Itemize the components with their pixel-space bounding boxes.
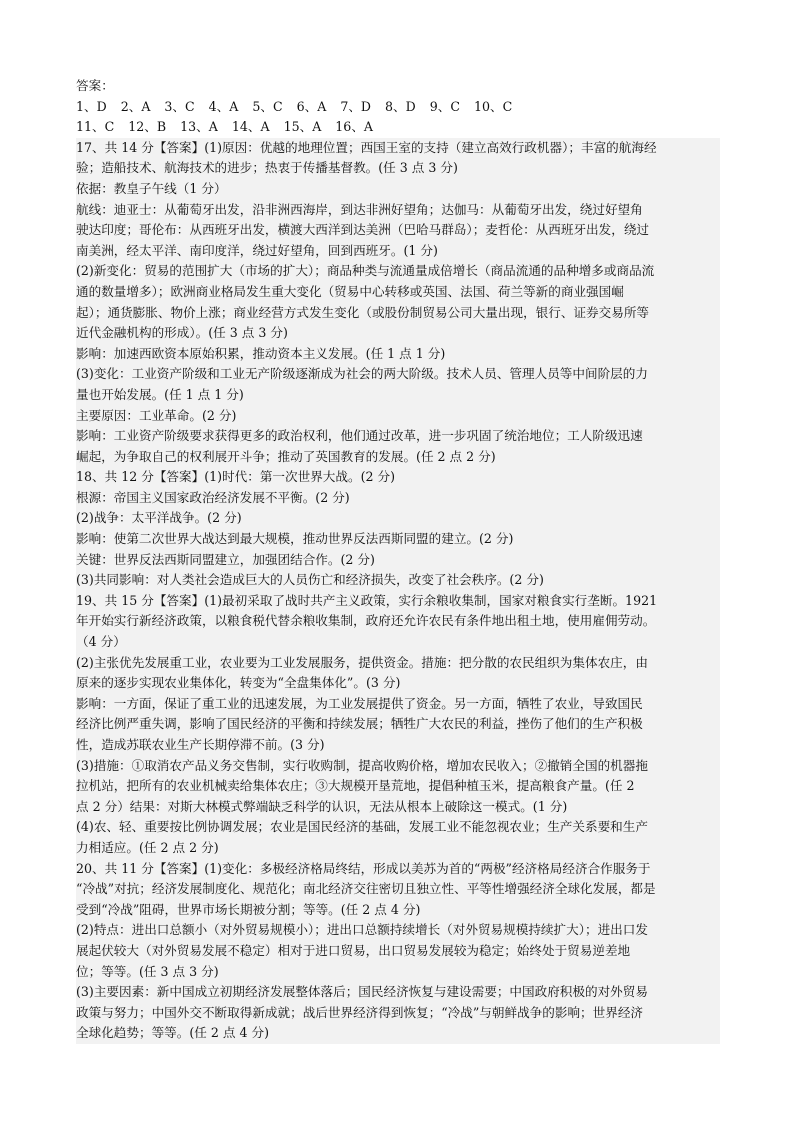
answer-line: “冷战”对抗；经济发展制度化、规范化；南北经济交往密切且独立性、平等性增强经济全球化发展，都是 (76, 881, 656, 897)
mc-answer: 12、B (128, 119, 167, 135)
answer-line: (2)战争：太平洋战争。(2 分) (76, 510, 242, 526)
answer-content (76, 76, 720, 1044)
mc-answer: 3、C (164, 98, 195, 114)
answer-line: 影响：一方面，保证了重工业的迅速发展，为工业发展提供了资金。另一方面，牺牲了农业，导致国民 (76, 695, 643, 711)
answers-header: 答案： (76, 78, 114, 93)
answer-line: 点 2 分）结果：对斯大林模式弊端缺乏科学的认识，无法从根本上破除这一模式。(1 分) (76, 798, 568, 814)
mc-answer-row-1 (76, 97, 720, 118)
answer-line: (2)主张优先发展重工业，农业要为工业发展服务，提供资金。措施：把分散的农民组织为集体农庄，由 (76, 654, 648, 670)
answer-line: 原来的逐步实现农业集体化，转变为“全盘集体化”。(3 分) (76, 675, 401, 691)
answer-line: 性，造成苏联农业生产长期停滞不前。(3 分) (76, 737, 325, 752)
answer-line: 政策与努力；中国外交不断取得新成就；战后世界经济得到恢复；“冷战”与朝鲜战争的影响；世界经济 (76, 1004, 644, 1020)
answer-line: 年开始实行新经济政策，以粮食税代替余粮收集制，政府还允许农民有条件地出租土地，使用雇佣劳动。 (76, 613, 656, 629)
answer-line: 航线：迪亚士：从葡萄牙出发，沿非洲西海岸，到达非洲好望角；达伽马：从葡萄牙出发，绕过好望角 (76, 201, 643, 217)
answer-line: 验；造船技术、航海技术的进步；热衷于传播基督教。(任 3 点 3 分) (76, 160, 458, 176)
answer-line: 18、共 12 分【答案】(1)时代：第一次世界大战。(2 分) (76, 469, 396, 485)
mc-answer-row-2 (76, 117, 720, 138)
mc-answer: 9、C (429, 98, 461, 114)
answer-line: (3)主要因素：新中国成立初期经济发展整体落后；国民经济恢复与建设需要；中国政府积极的对外贸易 (76, 984, 648, 1000)
answer-body (76, 138, 720, 1044)
mc-answer: 16、A (335, 119, 374, 135)
answer-line: 南美洲，经太平洋、南印度洋，绕过好望角，回到西班牙。(1 分) (76, 242, 438, 258)
mc-answer: 10、C (474, 98, 513, 114)
answer-line: 关键：世界反法西斯同盟建立，加强团结合作。(2 分) (76, 551, 375, 567)
mc-answer: 1、D (76, 98, 107, 114)
mc-answer: 7、D (340, 98, 372, 114)
answer-line: 19、共 15 分【答案】(1)最初采取了战时共产主义政策，实行余粮收集制，国家对粮食实行垄断。1921 (76, 592, 658, 608)
answer-line: （4 分） (76, 634, 126, 650)
answer-line: (4)农、轻、重要按比例协调发展；农业是国民经济的基础，发展工业不能忽视农业；生产关系要和生产 (76, 819, 648, 835)
mc-answer: 13、A (180, 119, 218, 135)
mc-answer: 14、A (231, 119, 270, 135)
answer-line: 通的数量增多）；欧洲商业格局发生重大变化（贸易中心转移或英国、法国、荷兰等新的商业强国崛 (76, 283, 624, 299)
answer-line: (2)特点：进出口总额小（对外贸易规模小）；进出口总额持续增长（对外贸易规模持续扩大）；进出口发 (76, 922, 648, 938)
answer-line: 影响：使第二次世界大战达到最大规模，推动世界反法西斯同盟的建立。(2 分) (76, 531, 514, 547)
mc-answer: 5、C (252, 98, 283, 114)
mc-answer: 8、D (385, 98, 416, 114)
answer-line: 根源：帝国主义国家政治经济发展不平衡。(2 分) (76, 489, 350, 505)
answer-line: 拉机站，把所有的农业机械卖给集体农庄；③大规模开垦荒地，提倡种植玉米，提高粮食产量。(任 2 (76, 778, 635, 794)
mc-answer: 6、A (296, 98, 327, 114)
answer-line: 力相适应。(任 2 点 2 分) (76, 839, 219, 855)
mc-answer: 11、C (76, 119, 115, 135)
answer-line: 起）；通货膨胀、物价上涨；商业经营方式发生变化（或股份制贸易公司大量出现，银行、证券交易所等 (76, 304, 650, 320)
mc-answer: 15、A (283, 119, 322, 135)
answer-line: 20、共 11 分【答案】(1)变化：多极经济格局终结，形成以美苏为首的“两极”经济格局经济合作服务于 (76, 860, 651, 876)
answer-line: 近代金融机构的形成）。(任 3 点 3 分) (76, 325, 288, 341)
answer-line: 依据：教皇子午线（1 分） (76, 180, 227, 196)
answer-line: 展起伏较大（对外贸易发展不稳定）相对于进口贸易，出口贸易发展较为稳定；始终处于贸易逆差地 (76, 942, 631, 958)
answer-line: (2)新变化：贸易的范围扩大（市场的扩大）；商品种类与流通量成倍增长（商品流通的品种增多或商品流 (76, 263, 655, 279)
answer-line: 受到“冷战”阻碍，世界市场长期被分割；等等。(任 2 点 4 分) (76, 901, 421, 917)
answer-line: 17、共 14 分【答案】(1)原因：优越的地理位置；西国王室的支持（建立高效行政机器）；丰富的航海经 (76, 139, 657, 155)
answer-line: (3)变化：工业资产阶级和工业无产阶级逐渐成为社会的两大阶级。技术人员、管理人员等中间阶层的力 (76, 366, 648, 382)
answer-line: 位；等等。(任 3 点 3 分) (76, 963, 219, 979)
answer-line: 崛起，为争取自己的权利展开斗争；推动了英国教育的发展。(任 2 点 2 分) (76, 448, 496, 464)
mc-answer: 2、A (120, 98, 151, 114)
answer-line: 全球化趋势；等等。(任 2 点 4 分) (76, 1025, 269, 1041)
mc-answer: 4、A (208, 98, 239, 114)
answer-line: 量也开始发展。(任 1 点 1 分) (76, 386, 244, 402)
answer-line: 主要原因：工业革命。(2 分) (76, 407, 237, 423)
answer-line: 经济比例严重失调，影响了国民经济的平衡和持续发展；牺牲广大农民的利益，挫伤了他们的生产积极 (76, 716, 643, 732)
answer-line: 驶达印度；哥伦布：从西班牙出发，横渡大西洋到达美洲（巴哈马群岛）；麦哲伦：从西班牙出发，绕过 (76, 222, 650, 238)
answer-line: 影响：加速西欧资本原始积累，推动资本主义发展。(任 1 点 1 分) (76, 345, 446, 361)
answer-line: (3)措施：①取消农产品义务交售制，实行收购制，提高收购价格，增加农民收入；②撤销全国的机器拖 (76, 757, 648, 773)
answer-line: 影响：工业资产阶级要求获得更多的政治权利，他们通过改革，进一步巩固了统治地位；工人阶级迅速 (76, 428, 643, 444)
answer-line: (3)共同影响：对人类社会造成巨大的人员伤亡和经济损失，改变了社会秩序。(2 分) (76, 572, 544, 588)
